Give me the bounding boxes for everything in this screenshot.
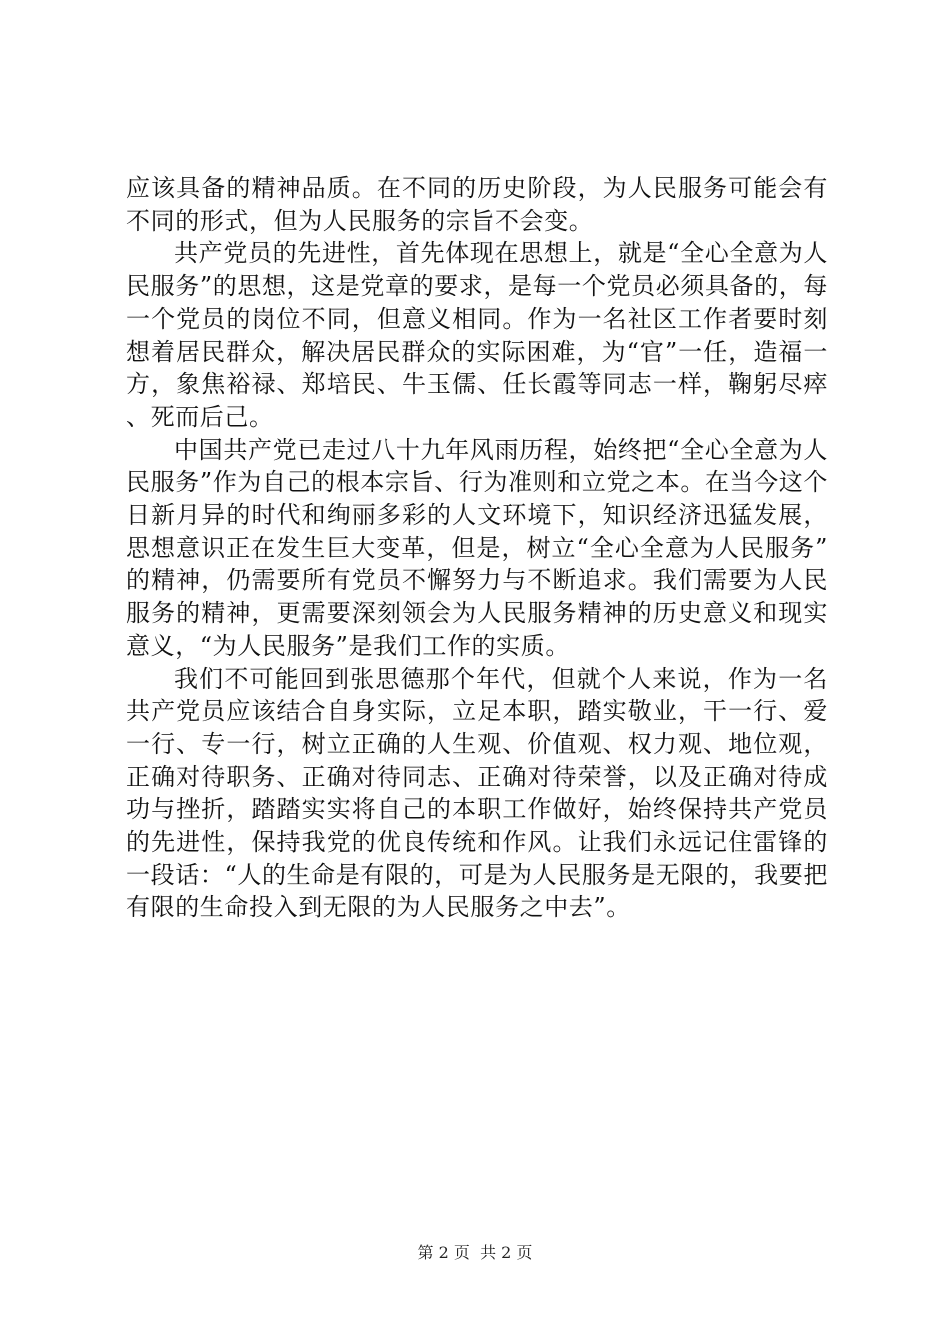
footer-separator: [470, 1243, 480, 1262]
page-footer: [0, 1243, 950, 1263]
paragraph-1: 应该具备的精神品质。在不同的历史阶段，为人民服务可能会有不同的形式，但为人民服务的宗旨不会变。: [126, 174, 828, 235]
paragraph-4: 我们不可能回到张思德那个年代，但就个人来说，作为一名共产党员应该结合自身实际，立足本职，踏实敬业，干一行、爱一行、专一行，树立正确的人生观、价值观、权力观、地位观，正确对待职务、正确对待同志、正确对待荣誉，以及正确对待成功与挫折，踏踏实实将自己的本职工作做好，始终保持共产党员的先进性，保持我党的优良传统和作风。让我们永远记住雷锋的一段话：“人的生命是有限的，可是为人民服务是无限的，我要把有限的生命投入到无限的为人民服务之中去”。: [126, 664, 828, 922]
page-total: 共 2 页: [480, 1243, 533, 1262]
paragraph-3: 中国共产党已走过八十九年风雨历程，始终把“全心全意为人民服务”作为自己的根本宗旨、行为准则和立党之本。在当今这个日新月异的时代和绚丽多彩的人文环境下，知识经济迅猛发展，思想意识正在发生巨大变革，但是，树立“全心全意为人民服务”的精神，仍需要所有党员不懈努力与不断追求。我们需要为人民服务的精神，更需要深刻领会为人民服务精神的历史意义和现实意义，“为人民服务”是我们工作的实质。: [126, 435, 828, 660]
paragraph-2: 共产党员的先进性，首先体现在思想上，就是“全心全意为人民服务”的思想，这是党章的要求，是每一个党员必须具备的，每一个党员的岗位不同，但意义相同。作为一名社区工作者要时刻想着居民群众，解决居民群众的实际困难，为“官”一任，造福一方，象焦裕禄、郑培民、牛玉儒、任长霞等同志一样，鞠躬尽瘁、死而后己。: [126, 239, 828, 431]
document-body: [126, 172, 828, 924]
page-number: 第 2 页: [417, 1243, 470, 1262]
